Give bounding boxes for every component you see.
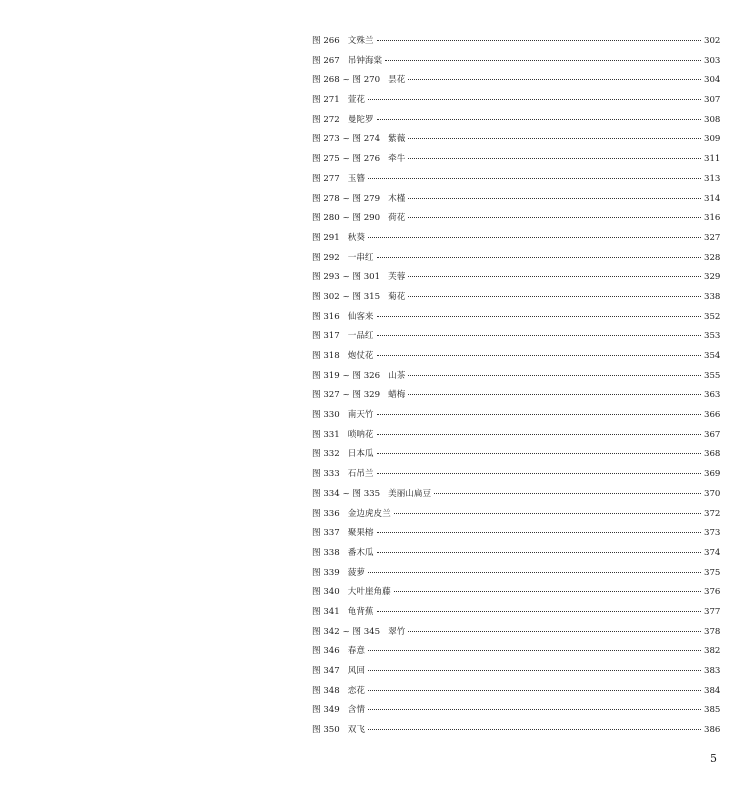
figure-title: 春意 <box>347 646 365 657</box>
entry-page-number: 313 <box>704 173 721 184</box>
figure-label: 图 330 <box>312 410 340 421</box>
dot-leader <box>394 591 701 592</box>
figure-title: 双飞 <box>347 725 365 736</box>
toc-entry <box>312 465 720 485</box>
toc-entry <box>312 249 720 269</box>
toc-entry <box>312 71 720 91</box>
figure-title: 石吊兰 <box>347 469 374 480</box>
toc-entry <box>312 288 720 308</box>
dot-leader <box>377 316 701 317</box>
figure-title: 菠萝 <box>347 567 365 578</box>
figure-title: 日本瓜 <box>347 449 374 460</box>
figure-label: 图 339 <box>312 567 340 578</box>
toc-entry <box>312 347 720 367</box>
entry-page-number: 384 <box>704 685 721 696</box>
entry-page-number: 368 <box>704 449 721 460</box>
entry-page-number: 378 <box>704 626 721 637</box>
figure-label: 图 331 <box>312 429 340 440</box>
toc-entry <box>312 308 720 328</box>
entry-page-number: 373 <box>704 528 721 539</box>
figure-title: 翠竹 <box>388 626 406 637</box>
toc-entry <box>312 367 720 387</box>
figure-label: 图 278 ~ 图 279 <box>312 193 381 204</box>
toc-entry <box>312 505 720 525</box>
dot-leader <box>377 453 701 454</box>
toc-entry <box>312 229 720 249</box>
figure-title: 含情 <box>347 705 365 716</box>
figure-title: 紫薇 <box>388 134 406 145</box>
dot-leader <box>377 414 701 415</box>
entry-page-number: 385 <box>704 705 721 716</box>
entry-page-number: 302 <box>704 36 721 46</box>
figure-label: 图 337 <box>312 528 340 539</box>
figure-title: 风回 <box>347 666 365 676</box>
figure-title: 秋葵 <box>347 232 365 243</box>
toc-entry <box>312 524 720 544</box>
figure-title: 文殊兰 <box>347 36 374 46</box>
entry-page-number: 372 <box>704 508 721 519</box>
entry-page-number: 375 <box>704 567 721 578</box>
figure-title: 炮仗花 <box>347 351 374 361</box>
figure-label: 图 338 <box>312 547 340 558</box>
toc-entry <box>312 701 720 721</box>
entry-page-number: 383 <box>704 666 721 676</box>
entry-page-number: 338 <box>704 291 721 302</box>
dot-leader <box>377 473 701 474</box>
dot-leader <box>394 513 701 514</box>
entry-page-number: 329 <box>704 272 721 283</box>
entry-page-number: 355 <box>704 370 721 381</box>
figure-label: 图 349 <box>312 705 340 716</box>
entry-page-number: 369 <box>704 469 721 480</box>
entry-page-number: 316 <box>704 213 721 224</box>
entry-page-number: 352 <box>704 311 721 322</box>
figure-label: 图 302 ~ 图 315 <box>312 291 381 302</box>
dot-leader <box>385 60 701 61</box>
toc-entry <box>312 32 720 52</box>
figure-title: 唢呐花 <box>347 429 374 440</box>
entry-page-number: 327 <box>704 232 721 243</box>
toc-entry <box>312 130 720 150</box>
dot-leader <box>368 670 701 671</box>
figure-title: 昙花 <box>388 75 406 86</box>
dot-leader <box>434 493 701 494</box>
figure-label: 图 336 <box>312 508 340 519</box>
dot-leader <box>377 257 701 258</box>
figure-label: 图 273 ~ 图 274 <box>312 134 381 145</box>
dot-leader <box>377 611 701 612</box>
toc-entry <box>312 268 720 288</box>
entry-page-number: 314 <box>704 193 721 204</box>
figure-label: 图 280 ~ 图 290 <box>312 213 381 224</box>
dot-leader <box>408 296 701 297</box>
toc-entry <box>312 721 720 741</box>
dot-leader <box>408 79 701 80</box>
figure-label: 图 292 <box>312 252 340 263</box>
entry-page-number: 382 <box>704 646 721 657</box>
dot-leader <box>377 335 701 336</box>
dot-leader <box>368 237 701 238</box>
figure-title: 蜡梅 <box>388 390 406 401</box>
toc-entry <box>312 209 720 229</box>
entry-page-number: 374 <box>704 547 721 558</box>
figure-title: 番木瓜 <box>347 547 374 558</box>
toc-entry <box>312 406 720 426</box>
toc-entry <box>312 327 720 347</box>
figure-label: 图 347 <box>312 666 340 676</box>
dot-leader <box>408 276 701 277</box>
figure-title: 南天竹 <box>347 410 374 421</box>
entry-page-number: 328 <box>704 252 721 263</box>
figure-label: 图 327 ~ 图 329 <box>312 390 381 401</box>
figure-title: 山茶 <box>388 370 406 381</box>
dot-leader <box>377 40 701 41</box>
figure-title: 荷花 <box>388 213 406 224</box>
figure-title: 菊花 <box>388 291 406 302</box>
toc-entry <box>312 190 720 210</box>
entry-page-number: 376 <box>704 587 721 598</box>
figure-title: 龟背蕉 <box>347 606 374 617</box>
figure-title: 萱花 <box>347 95 365 106</box>
toc-entry <box>312 682 720 702</box>
dot-leader <box>408 158 701 159</box>
figure-label: 图 318 <box>312 351 340 361</box>
entry-page-number: 367 <box>704 429 721 440</box>
figure-title: 一品红 <box>347 331 374 342</box>
figure-label: 图 268 ~ 图 270 <box>312 75 381 86</box>
toc-entry <box>312 603 720 623</box>
toc-entry <box>312 170 720 190</box>
toc-entry <box>312 91 720 111</box>
figure-label: 图 293 ~ 图 301 <box>312 272 381 283</box>
dot-leader <box>368 729 701 730</box>
dot-leader <box>377 119 701 120</box>
toc-entry <box>312 485 720 505</box>
figure-label: 图 271 <box>312 95 340 106</box>
toc-entry <box>312 642 720 662</box>
toc-entry <box>312 583 720 603</box>
entry-page-number: 307 <box>704 95 721 106</box>
figure-title: 聚果榕 <box>347 528 374 539</box>
figure-title: 牵牛 <box>388 154 406 165</box>
figure-label: 图 319 ~ 图 326 <box>312 370 381 381</box>
dot-leader <box>368 709 701 710</box>
figure-label: 图 334 ~ 图 335 <box>312 488 381 499</box>
figure-title: 美丽山扁豆 <box>388 488 432 499</box>
dot-leader <box>377 434 701 435</box>
figure-label: 图 340 <box>312 587 340 598</box>
toc-entry <box>312 426 720 446</box>
toc-entry <box>312 662 720 682</box>
dot-leader <box>408 198 701 199</box>
figure-title: 仙客来 <box>347 311 374 322</box>
dot-leader <box>408 217 701 218</box>
dot-leader <box>377 355 701 356</box>
dot-leader <box>408 138 701 139</box>
table-of-contents <box>312 32 720 741</box>
figure-title: 恋花 <box>347 685 365 696</box>
figure-title: 曼陀罗 <box>347 114 374 125</box>
dot-leader <box>368 99 701 100</box>
entry-page-number: 353 <box>704 331 721 342</box>
entry-page-number: 304 <box>704 75 721 86</box>
entry-page-number: 308 <box>704 114 721 125</box>
entry-page-number: 311 <box>704 154 721 165</box>
figure-label: 图 342 ~ 图 345 <box>312 626 381 637</box>
dot-leader <box>408 394 701 395</box>
dot-leader <box>377 532 701 533</box>
figure-label: 图 348 <box>312 685 340 696</box>
dot-leader <box>408 631 701 632</box>
figure-label: 图 332 <box>312 449 340 460</box>
dot-leader <box>368 178 701 179</box>
dot-leader <box>368 572 701 573</box>
figure-title: 吊钟海棠 <box>347 55 383 66</box>
entry-page-number: 377 <box>704 606 721 617</box>
figure-label: 图 350 <box>312 725 340 736</box>
dot-leader <box>368 690 701 691</box>
figure-title: 玉簪 <box>347 173 365 184</box>
figure-title: 大叶崖角藤 <box>347 587 391 598</box>
figure-label: 图 267 <box>312 55 340 66</box>
dot-leader <box>368 650 701 651</box>
entry-page-number: 303 <box>704 55 721 66</box>
entry-page-number: 363 <box>704 390 721 401</box>
entry-page-number: 366 <box>704 410 721 421</box>
figure-label: 图 316 <box>312 311 340 322</box>
figure-label: 图 275 ~ 图 276 <box>312 154 381 165</box>
entry-page-number: 386 <box>704 725 721 736</box>
toc-entry <box>312 623 720 643</box>
figure-label: 图 266 <box>312 36 340 46</box>
toc-entry <box>312 386 720 406</box>
figure-label: 图 272 <box>312 114 340 125</box>
entry-page-number: 309 <box>704 134 721 145</box>
entry-page-number: 354 <box>704 351 721 361</box>
dot-leader <box>408 375 701 376</box>
figure-label: 图 291 <box>312 232 340 243</box>
toc-entry <box>312 150 720 170</box>
toc-entry <box>312 52 720 72</box>
figure-label: 图 277 <box>312 173 340 184</box>
figure-label: 图 317 <box>312 331 340 342</box>
figure-label: 图 341 <box>312 606 340 617</box>
figure-label: 图 333 <box>312 469 340 480</box>
figure-title: 金边虎皮兰 <box>347 508 391 519</box>
figure-title: 一串红 <box>347 252 374 263</box>
toc-entry <box>312 544 720 564</box>
dot-leader <box>377 552 701 553</box>
figure-title: 芙蓉 <box>388 272 406 283</box>
toc-entry <box>312 564 720 584</box>
figure-label: 图 346 <box>312 646 340 657</box>
entry-page-number: 370 <box>704 488 721 499</box>
toc-entry <box>312 445 720 465</box>
figure-title: 木槿 <box>388 193 406 204</box>
page-number: 5 <box>710 752 717 765</box>
toc-entry <box>312 111 720 131</box>
